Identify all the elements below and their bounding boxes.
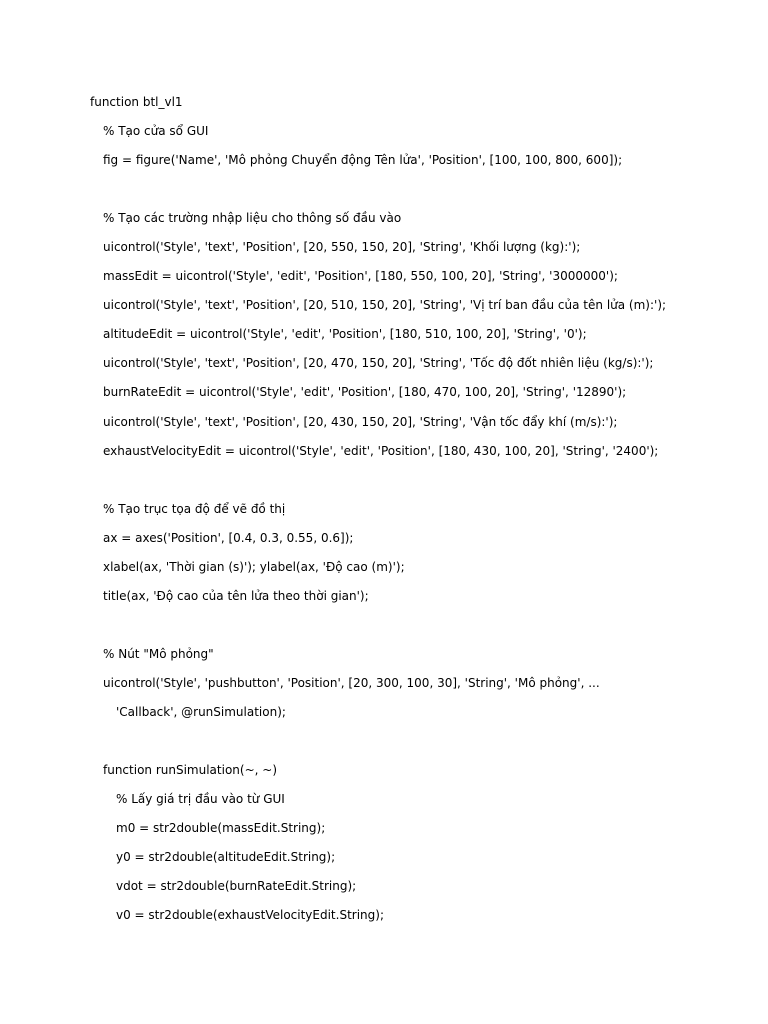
code-line: % Lấy giá trị đầu vào từ GUI	[116, 792, 285, 807]
code-line: massEdit = uicontrol('Style', 'edit', 'Position', [180, 550, 100, 20], 'String', '3000000');	[103, 269, 618, 284]
code-line: uicontrol('Style', 'text', 'Position', [20, 430, 150, 20], 'String', 'Vận tốc đẩy khí (m/s):');	[103, 414, 618, 429]
code-line: function runSimulation(~, ~)	[103, 763, 277, 778]
code-line: % Nút "Mô phỏng"	[103, 646, 214, 661]
code-line: fig = figure('Name', 'Mô phỏng Chuyển động Tên lửa', 'Position', [100, 100, 800, 600]);	[103, 153, 623, 168]
code-line: uicontrol('Style', 'text', 'Position', [20, 550, 150, 20], 'String', 'Khối lượng (kg):');	[103, 240, 581, 255]
code-line: y0 = str2double(altitudeEdit.String);	[116, 850, 336, 865]
code-block	[90, 92, 748, 934]
code-line: % Tạo trục tọa độ để vẽ đồ thị	[103, 501, 286, 516]
blank-line	[90, 615, 748, 644]
code-line: title(ax, 'Độ cao của tên lửa theo thời gian');	[103, 588, 369, 603]
blank-line	[90, 179, 748, 208]
blank-line	[90, 731, 748, 760]
code-line: uicontrol('Style', 'pushbutton', 'Position', [20, 300, 100, 30], 'String', 'Mô phỏng', ...	[103, 675, 600, 690]
code-line: altitudeEdit = uicontrol('Style', 'edit', 'Position', [180, 510, 100, 20], 'String', '0');	[103, 327, 587, 342]
code-line: m0 = str2double(massEdit.String);	[116, 821, 326, 836]
code-line: xlabel(ax, 'Thời gian (s)'); ylabel(ax, 'Độ cao (m)');	[103, 559, 405, 574]
code-line: vdot = str2double(burnRateEdit.String);	[116, 879, 357, 894]
code-line: 'Callback', @runSimulation);	[116, 704, 286, 719]
code-line: v0 = str2double(exhaustVelocityEdit.String);	[116, 908, 384, 923]
code-line: uicontrol('Style', 'text', 'Position', [20, 470, 150, 20], 'String', 'Tốc độ đốt nhiên liệu (kg/s):');	[103, 356, 654, 371]
code-line: uicontrol('Style', 'text', 'Position', [20, 510, 150, 20], 'String', 'Vị trí ban đầu của tên lửa (m):');	[103, 298, 667, 313]
code-line: % Tạo cửa sổ GUI	[103, 124, 209, 139]
code-line: burnRateEdit = uicontrol('Style', 'edit', 'Position', [180, 470, 100, 20], 'String', '12890');	[103, 385, 627, 400]
code-line: ax = axes('Position', [0.4, 0.3, 0.55, 0.6]);	[103, 530, 354, 545]
code-line: % Tạo các trường nhập liệu cho thông số đầu vào	[103, 211, 402, 226]
blank-line	[90, 470, 748, 499]
code-line: function btl_vl1	[90, 95, 183, 109]
code-line: exhaustVelocityEdit = uicontrol('Style', 'edit', 'Position', [180, 430, 100, 20], 'String', '2400');	[103, 443, 659, 458]
